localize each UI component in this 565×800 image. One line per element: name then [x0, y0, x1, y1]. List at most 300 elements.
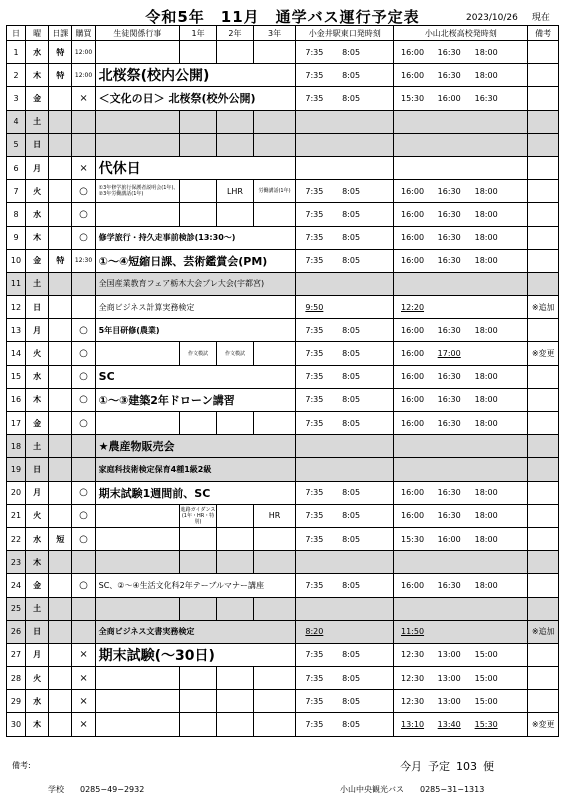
koganei-time-2: 8:05	[333, 180, 370, 203]
school-spacer	[505, 504, 528, 527]
day-cell: 17	[7, 412, 26, 435]
weekday-cell: 金	[25, 87, 48, 110]
school-time-3	[468, 435, 505, 458]
shop-cell: ○	[72, 365, 95, 388]
summary-prefix: 今月	[400, 760, 422, 773]
event-cell: 全国産業教育フェア栃木大会プレ大会(宇都宮)	[95, 272, 296, 295]
schedule-cell	[49, 458, 72, 481]
note-cell	[528, 365, 559, 388]
koganei-spacer	[370, 87, 394, 110]
school-time-2	[431, 156, 468, 179]
bus-company-label: 小山中央観光バス	[340, 785, 404, 794]
shop-cell: ○	[72, 388, 95, 411]
koganei-time-1: 7:35	[296, 643, 333, 666]
koganei-time-2	[333, 551, 370, 574]
koganei-spacer	[370, 180, 394, 203]
table-row	[7, 64, 559, 87]
koganei-spacer	[370, 620, 394, 643]
school-time-3: 18:00	[468, 365, 505, 388]
table-row	[7, 342, 559, 365]
event-cell	[95, 690, 179, 713]
table-row	[7, 435, 559, 458]
event-cell: 全商ビジネス文書実務検定	[95, 620, 296, 643]
school-time-2	[431, 296, 468, 319]
school-spacer	[505, 296, 528, 319]
grade2-cell	[217, 527, 254, 550]
note-cell	[528, 643, 559, 666]
weekday-cell: 金	[25, 249, 48, 272]
table-row	[7, 597, 559, 620]
weekday-cell: 月	[25, 156, 48, 179]
event-cell: 期末試験1週間前、SC	[95, 481, 296, 504]
school-time-1: 12:20	[394, 296, 431, 319]
schedule-cell	[49, 435, 72, 458]
note-cell: ※追加	[528, 296, 559, 319]
school-spacer	[505, 133, 528, 156]
school-time-3: 18:00	[468, 574, 505, 597]
shop-cell	[72, 272, 95, 295]
note-cell	[528, 41, 559, 64]
event-cell	[95, 342, 179, 365]
issue-date-suffix: 現在	[531, 13, 550, 23]
koganei-time-1: 7:35	[296, 690, 333, 713]
weekday-cell: 火	[25, 504, 48, 527]
school-time-3: 18:00	[468, 41, 505, 64]
event-cell: 家庭科技術検定保育4種1級2級	[95, 458, 296, 481]
school-time-2: 16:30	[431, 504, 468, 527]
header-schedule: 日課	[49, 26, 72, 41]
event-cell: 5年目研修(農業)	[95, 319, 296, 342]
school-time-1: 13:10	[394, 713, 431, 736]
school-spacer	[505, 458, 528, 481]
grade1-cell	[180, 412, 217, 435]
day-cell: 3	[7, 87, 26, 110]
note-cell	[528, 110, 559, 133]
weekday-cell: 土	[25, 110, 48, 133]
school-spacer	[505, 574, 528, 597]
school-time-1: 16:00	[394, 203, 431, 226]
day-cell: 28	[7, 667, 26, 690]
koganei-time-2: 8:05	[333, 226, 370, 249]
koganei-spacer	[370, 156, 394, 179]
note-cell	[528, 64, 559, 87]
day-cell: 21	[7, 504, 26, 527]
school-time-3	[468, 296, 505, 319]
table-row	[7, 481, 559, 504]
event-cell	[95, 133, 179, 156]
event-cell	[95, 527, 179, 550]
grade1-cell	[180, 667, 217, 690]
koganei-time-1: 9:50	[296, 296, 333, 319]
event-cell: ★農産物販売会	[95, 435, 296, 458]
koganei-time-2: 8:05	[333, 574, 370, 597]
koganei-time-1: 7:35	[296, 87, 333, 110]
table-row	[7, 319, 559, 342]
school-time-2: 13:00	[431, 690, 468, 713]
koganei-spacer	[370, 110, 394, 133]
koganei-time-1: 7:35	[296, 180, 333, 203]
schedule-cell	[49, 667, 72, 690]
koganei-time-2: 8:05	[333, 319, 370, 342]
schedule-cell	[49, 342, 72, 365]
school-time-1: 16:00	[394, 574, 431, 597]
grade2-cell	[217, 713, 254, 736]
weekday-cell: 水	[25, 690, 48, 713]
event-cell	[95, 597, 179, 620]
day-cell: 23	[7, 551, 26, 574]
koganei-time-2: 8:05	[333, 481, 370, 504]
schedule-cell	[49, 713, 72, 736]
koganei-spacer	[370, 458, 394, 481]
schedule-cell	[49, 133, 72, 156]
school-time-2	[431, 110, 468, 133]
header-notes: 備考	[528, 26, 559, 41]
school-time-1: 16:00	[394, 365, 431, 388]
koganei-spacer	[370, 203, 394, 226]
koganei-time-2: 8:05	[333, 342, 370, 365]
koganei-time-1: 7:35	[296, 412, 333, 435]
grade2-cell	[217, 203, 254, 226]
note-cell	[528, 597, 559, 620]
school-time-3: 15:00	[468, 643, 505, 666]
school-time-3: 18:00	[468, 504, 505, 527]
event-cell: SC	[95, 365, 296, 388]
school-spacer	[505, 272, 528, 295]
schedule-cell: 特	[49, 64, 72, 87]
school-time-2: 17:00	[431, 342, 468, 365]
schedule-rows	[7, 41, 559, 737]
bus-schedule-table	[6, 25, 559, 737]
school-spacer	[505, 620, 528, 643]
school-spacer	[505, 203, 528, 226]
koganei-time-1: 7:35	[296, 481, 333, 504]
event-cell	[95, 713, 179, 736]
table-row	[7, 713, 559, 736]
school-time-3: 18:00	[468, 481, 505, 504]
weekday-cell: 水	[25, 203, 48, 226]
school-time-1: 12:30	[394, 690, 431, 713]
shop-cell	[72, 597, 95, 620]
day-cell: 13	[7, 319, 26, 342]
schedule-cell: 特	[49, 249, 72, 272]
day-cell: 12	[7, 296, 26, 319]
koganei-time-1	[296, 133, 333, 156]
weekday-cell: 木	[25, 551, 48, 574]
school-time-3: 15:30	[468, 713, 505, 736]
table-row	[7, 180, 559, 203]
table-row	[7, 296, 559, 319]
day-cell: 18	[7, 435, 26, 458]
koganei-time-2	[333, 458, 370, 481]
grade2-cell	[217, 667, 254, 690]
school-time-3	[468, 110, 505, 133]
schedule-cell	[49, 551, 72, 574]
koganei-time-1: 7:35	[296, 388, 333, 411]
school-time-2	[431, 133, 468, 156]
school-spacer	[505, 110, 528, 133]
school-time-3: 18:00	[468, 319, 505, 342]
schedule-cell	[49, 481, 72, 504]
koganei-spacer	[370, 388, 394, 411]
grade3-cell	[253, 110, 295, 133]
grade3-cell: 労働講話(1年)	[253, 180, 295, 203]
school-time-2: 16:30	[431, 388, 468, 411]
day-cell: 29	[7, 690, 26, 713]
schedule-cell	[49, 412, 72, 435]
shop-cell: ○	[72, 504, 95, 527]
note-cell	[528, 272, 559, 295]
day-cell: 15	[7, 365, 26, 388]
event-cell	[95, 412, 179, 435]
school-time-3	[468, 458, 505, 481]
school-time-1	[394, 156, 431, 179]
shop-cell: ×	[72, 667, 95, 690]
shop-cell: ○	[72, 342, 95, 365]
shop-cell	[72, 458, 95, 481]
shop-cell: ×	[72, 87, 95, 110]
header-row	[7, 26, 559, 41]
table-row	[7, 156, 559, 179]
table-row	[7, 133, 559, 156]
koganei-spacer	[370, 713, 394, 736]
grade1-cell	[180, 41, 217, 64]
note-cell: ※追加	[528, 620, 559, 643]
school-contact	[48, 784, 144, 795]
table-row	[7, 551, 559, 574]
note-cell	[528, 180, 559, 203]
note-cell	[528, 87, 559, 110]
note-cell	[528, 319, 559, 342]
koganei-time-1: 7:35	[296, 226, 333, 249]
school-time-3	[468, 342, 505, 365]
note-cell	[528, 226, 559, 249]
grade2-cell	[217, 133, 254, 156]
koganei-time-2: 8:05	[333, 643, 370, 666]
koganei-time-2: 8:05	[333, 388, 370, 411]
summary-word: 予定	[428, 760, 450, 773]
event-cell: ＜文化の日＞ 北桜祭(校外公開)	[95, 87, 296, 110]
school-spacer	[505, 249, 528, 272]
shop-cell: ○	[72, 481, 95, 504]
school-time-3: 18:00	[468, 527, 505, 550]
day-cell: 22	[7, 527, 26, 550]
school-time-2: 13:40	[431, 713, 468, 736]
koganei-spacer	[370, 272, 394, 295]
schedule-cell	[49, 365, 72, 388]
school-time-2	[431, 272, 468, 295]
school-time-1: 16:00	[394, 481, 431, 504]
school-time-3: 18:00	[468, 388, 505, 411]
koganei-spacer	[370, 667, 394, 690]
table-row	[7, 527, 559, 550]
grade2-cell	[217, 551, 254, 574]
schedule-cell: 短	[49, 527, 72, 550]
school-spacer	[505, 481, 528, 504]
schedule-cell	[49, 272, 72, 295]
day-cell: 26	[7, 620, 26, 643]
grade1-cell	[180, 597, 217, 620]
table-row	[7, 620, 559, 643]
weekday-cell: 日	[25, 296, 48, 319]
school-phone: 0285−49−2932	[80, 785, 145, 794]
school-spacer	[505, 527, 528, 550]
day-cell: 4	[7, 110, 26, 133]
koganei-spacer	[370, 527, 394, 550]
school-time-1: 16:00	[394, 180, 431, 203]
koganei-spacer	[370, 64, 394, 87]
day-cell: 27	[7, 643, 26, 666]
table-row	[7, 690, 559, 713]
koganei-time-1	[296, 272, 333, 295]
header-school-departure: 小山北桜高校発時刻	[394, 26, 528, 41]
koganei-time-1: 7:35	[296, 41, 333, 64]
school-time-1	[394, 458, 431, 481]
day-cell: 7	[7, 180, 26, 203]
weekday-cell: 月	[25, 319, 48, 342]
koganei-time-2	[333, 620, 370, 643]
shop-cell: 12:00	[72, 41, 95, 64]
school-time-2: 16:30	[431, 412, 468, 435]
header-events: 生徒関係行事	[95, 26, 179, 41]
grade3-cell	[253, 690, 295, 713]
school-time-3: 16:30	[468, 87, 505, 110]
table-row	[7, 41, 559, 64]
school-spacer	[505, 319, 528, 342]
koganei-time-2: 8:05	[333, 64, 370, 87]
koganei-spacer	[370, 435, 394, 458]
grade2-cell	[217, 504, 254, 527]
day-cell: 8	[7, 203, 26, 226]
grade2-cell: LHR	[217, 180, 254, 203]
school-spacer	[505, 226, 528, 249]
grade1-cell	[180, 713, 217, 736]
weekday-cell: 木	[25, 388, 48, 411]
school-time-2: 13:00	[431, 643, 468, 666]
koganei-time-2	[333, 156, 370, 179]
koganei-time-1: 7:35	[296, 667, 333, 690]
note-cell	[528, 667, 559, 690]
event-cell: 全商ビジネス計算実務検定	[95, 296, 296, 319]
school-time-1	[394, 272, 431, 295]
note-cell	[528, 435, 559, 458]
grade3-cell	[253, 133, 295, 156]
koganei-time-1: 7:35	[296, 319, 333, 342]
koganei-spacer	[370, 296, 394, 319]
event-cell: ①〜③建築2年ドローン講習	[95, 388, 296, 411]
school-time-1	[394, 110, 431, 133]
school-time-3	[468, 620, 505, 643]
school-time-1	[394, 551, 431, 574]
koganei-time-1: 7:35	[296, 574, 333, 597]
table-row	[7, 365, 559, 388]
koganei-time-1	[296, 435, 333, 458]
schedule-cell	[49, 620, 72, 643]
school-time-2: 16:30	[431, 64, 468, 87]
header-weekday: 曜	[25, 26, 48, 41]
school-spacer	[505, 551, 528, 574]
event-cell: 期末試験(〜30日)	[95, 643, 296, 666]
school-time-1: 16:00	[394, 342, 431, 365]
header-grade2: 2年	[217, 26, 254, 41]
note-cell	[528, 481, 559, 504]
header-day: 日	[7, 26, 26, 41]
school-time-2	[431, 551, 468, 574]
school-time-2	[431, 458, 468, 481]
weekday-cell: 木	[25, 713, 48, 736]
table-row	[7, 249, 559, 272]
school-time-3	[468, 597, 505, 620]
koganei-spacer	[370, 504, 394, 527]
grade2-cell	[217, 597, 254, 620]
school-time-3	[468, 551, 505, 574]
koganei-time-1	[296, 110, 333, 133]
day-cell: 16	[7, 388, 26, 411]
shop-cell: ○	[72, 226, 95, 249]
note-cell	[528, 133, 559, 156]
day-cell: 5	[7, 133, 26, 156]
table-row	[7, 643, 559, 666]
koganei-spacer	[370, 690, 394, 713]
weekday-cell: 水	[25, 365, 48, 388]
table-row	[7, 667, 559, 690]
event-cell: 修学旅行・持久走事前検診(13:30〜)	[95, 226, 296, 249]
school-spacer	[505, 412, 528, 435]
koganei-time-2: 8:05	[333, 667, 370, 690]
koganei-time-1: 7:35	[296, 527, 333, 550]
school-time-2: 16:30	[431, 319, 468, 342]
koganei-time-1: 7:35	[296, 365, 333, 388]
koganei-spacer	[370, 365, 394, 388]
header-shop: 購買	[72, 26, 95, 41]
school-spacer	[505, 667, 528, 690]
grade1-cell	[180, 690, 217, 713]
koganei-time-2	[333, 435, 370, 458]
note-cell	[528, 551, 559, 574]
koganei-time-2: 8:05	[333, 713, 370, 736]
day-cell: 11	[7, 272, 26, 295]
event-cell: 代休日	[95, 156, 296, 179]
koganei-spacer	[370, 551, 394, 574]
weekday-cell: 火	[25, 180, 48, 203]
note-cell	[528, 156, 559, 179]
school-time-2: 16:30	[431, 226, 468, 249]
shop-cell: ×	[72, 690, 95, 713]
note-cell: ※変更	[528, 342, 559, 365]
koganei-time-2: 8:05	[333, 87, 370, 110]
event-cell: ①〜④短縮日課、芸術鑑賞会(PM)	[95, 249, 296, 272]
school-spacer	[505, 180, 528, 203]
school-time-1: 16:00	[394, 64, 431, 87]
school-time-2	[431, 435, 468, 458]
koganei-time-2: 8:05	[333, 249, 370, 272]
table-row	[7, 412, 559, 435]
header-grade1: 1年	[180, 26, 217, 41]
grade1-cell	[180, 203, 217, 226]
school-time-1: 16:00	[394, 412, 431, 435]
koganei-time-2	[333, 597, 370, 620]
day-cell: 14	[7, 342, 26, 365]
shop-cell	[72, 133, 95, 156]
schedule-cell	[49, 504, 72, 527]
koganei-time-2	[333, 133, 370, 156]
shop-cell	[72, 551, 95, 574]
header-grade3: 3年	[253, 26, 295, 41]
day-cell: 19	[7, 458, 26, 481]
footer-notes-label: 備考:	[12, 761, 31, 770]
school-spacer	[505, 690, 528, 713]
shop-cell: ○	[72, 412, 95, 435]
shop-cell: ○	[72, 203, 95, 226]
